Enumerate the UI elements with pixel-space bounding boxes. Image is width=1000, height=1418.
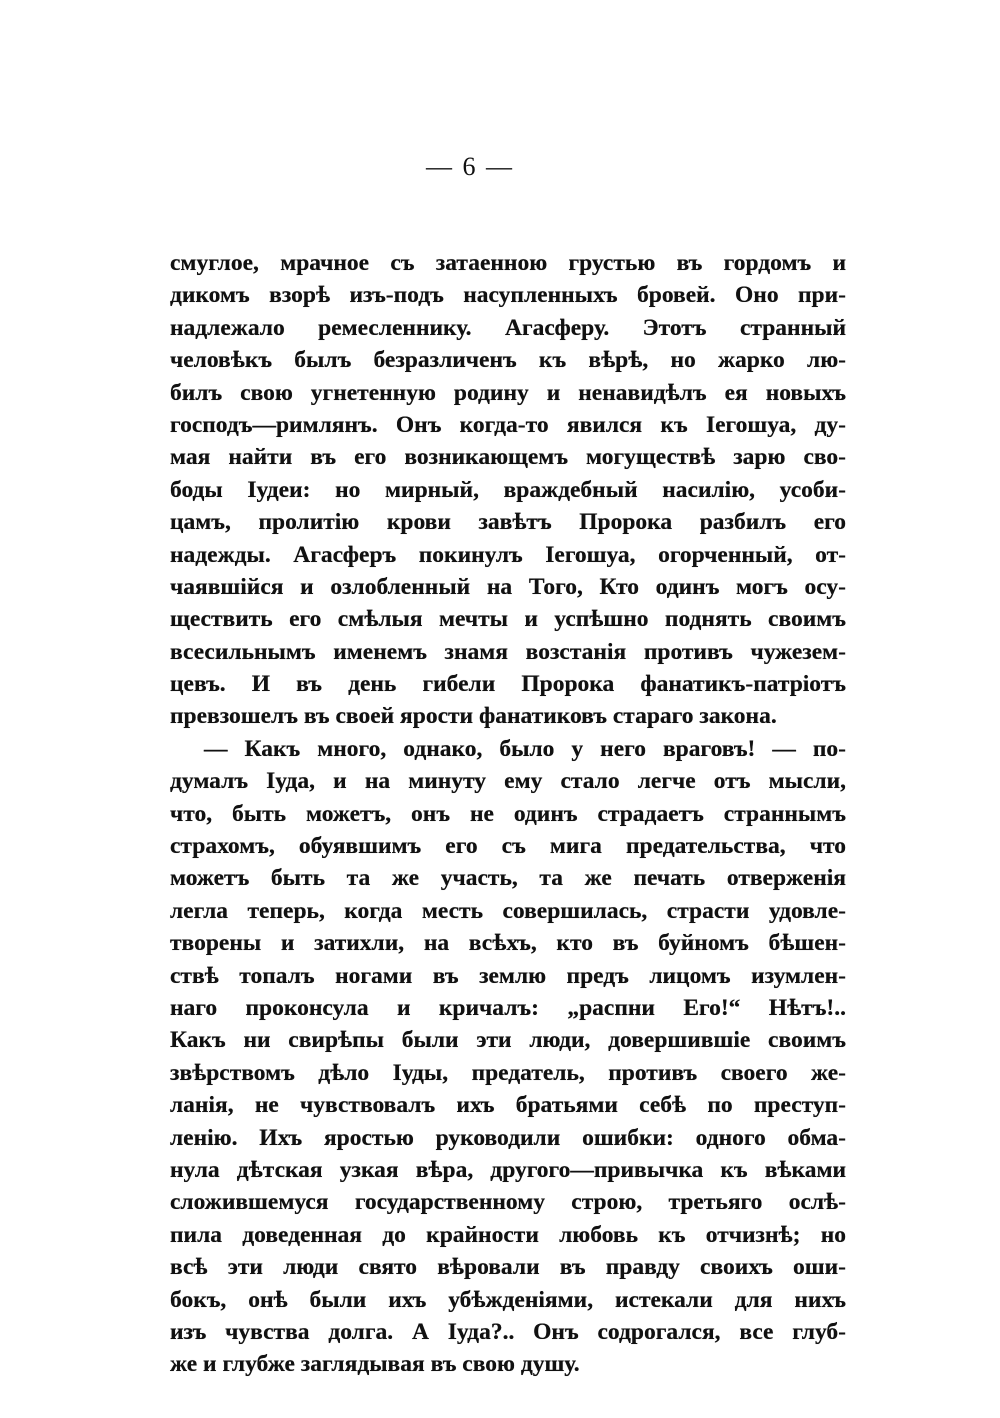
text-line: нула дѣтская узкая вѣра, другого—привычка къ вѣками [170, 1156, 846, 1183]
text-line: — Какъ много, однако, было у него враговъ! — по- [204, 735, 846, 762]
text-line: боды Іудеи: но мирный, враждебный насилію, усоби- [170, 476, 846, 503]
text-line: всесильнымъ именемъ знамя возстанія противъ чужезем- [170, 638, 846, 665]
text-line: билъ свою угнетенную родину и ненавидѣлъ ея новыхъ [170, 379, 846, 406]
text-line: цевъ. И въ день гибели Пророка фанатикъ-патріотъ [170, 671, 846, 698]
text-line: Какъ ни свирѣпы были эти люди, довершившіе своимъ [170, 1027, 846, 1054]
text-line: что, быть можетъ, онъ не одинъ страдаетъ страннымъ [170, 800, 846, 827]
text-line: чаявшійся и озлобленный на Того, Кто одинъ могъ осу- [170, 573, 846, 600]
text-line: мая найти въ его возникающемъ могуществѣ зарю сво- [170, 444, 846, 471]
text-line: всѣ эти люди свято вѣровали въ правду своихъ оши- [170, 1254, 846, 1281]
body-text [170, 247, 846, 1381]
paragraph [170, 733, 846, 1381]
paragraph [170, 247, 846, 733]
text-line: изъ чувства долга. А Іуда?.. Онъ содрогался, все глуб- [170, 1318, 846, 1345]
text-line: легла теперь, когда месть совершилась, страсти удовле- [170, 897, 846, 924]
text-line: дикомъ взорѣ изъ-подъ насупленныхъ бровей. Оно при- [170, 282, 846, 309]
text-line: господъ—римлянъ. Онъ когда-то явился къ Іегошуа, ду- [170, 411, 846, 438]
text-line: ланія, не чувствовалъ ихъ братьями себѣ по преступ- [170, 1092, 846, 1119]
text-line: звѣрствомъ дѣло Іуды, предатель, противъ своего же- [170, 1059, 846, 1086]
text-line: страхомъ, обуявшимъ его съ мига предательства, что [170, 833, 846, 860]
text-line: можетъ быть та же участь, та же печать отверженія [170, 865, 846, 892]
text-line: смуглое, мрачное съ затаенною грустью въ гордомъ и [170, 250, 846, 276]
text-line: ществить его смѣлыя мечты и успѣшно поднять своимъ [170, 606, 846, 633]
page-number: — 6 — [426, 152, 514, 181]
text-line: человѣкъ былъ безразличенъ къ вѣрѣ, но жарко лю- [170, 347, 846, 374]
text-line: сложившемуся государственному строю, третьяго ослѣ- [170, 1189, 846, 1216]
text-line: ленію. Ихъ яростью руководили ошибки: одного обма- [170, 1124, 846, 1151]
text-line: же и глубже заглядывая въ свою душу. [170, 1351, 580, 1378]
text-line: думалъ Іуда, и на минуту ему стало легче отъ мысли, [170, 768, 846, 795]
text-line: бокъ, онѣ были ихъ убѣжденіями, истекали для нихъ [170, 1286, 846, 1313]
text-line: ствѣ топалъ ногами въ землю предъ лицомъ изумлен- [170, 962, 846, 989]
text-line: надлежало ремесленнику. Агасферу. Этотъ странный [170, 314, 846, 341]
text-line: творены и затихли, на всѣхъ, кто въ буйномъ бѣшен- [170, 930, 846, 957]
text-line: пила доведенная до крайности любовь къ отчизнѣ; но [170, 1221, 846, 1248]
text-line: цамъ, пролитію крови завѣтъ Пророка разбилъ его [170, 509, 846, 536]
text-line: превзошелъ въ своей ярости фанатиковъ стараго закона. [170, 703, 777, 730]
text-line: надежды. Агасферъ покинулъ Іегошуа, огорченный, от- [170, 541, 846, 568]
text-line: наго проконсула и кричалъ: „распни Его!“ Нѣтъ!.. [170, 994, 846, 1021]
